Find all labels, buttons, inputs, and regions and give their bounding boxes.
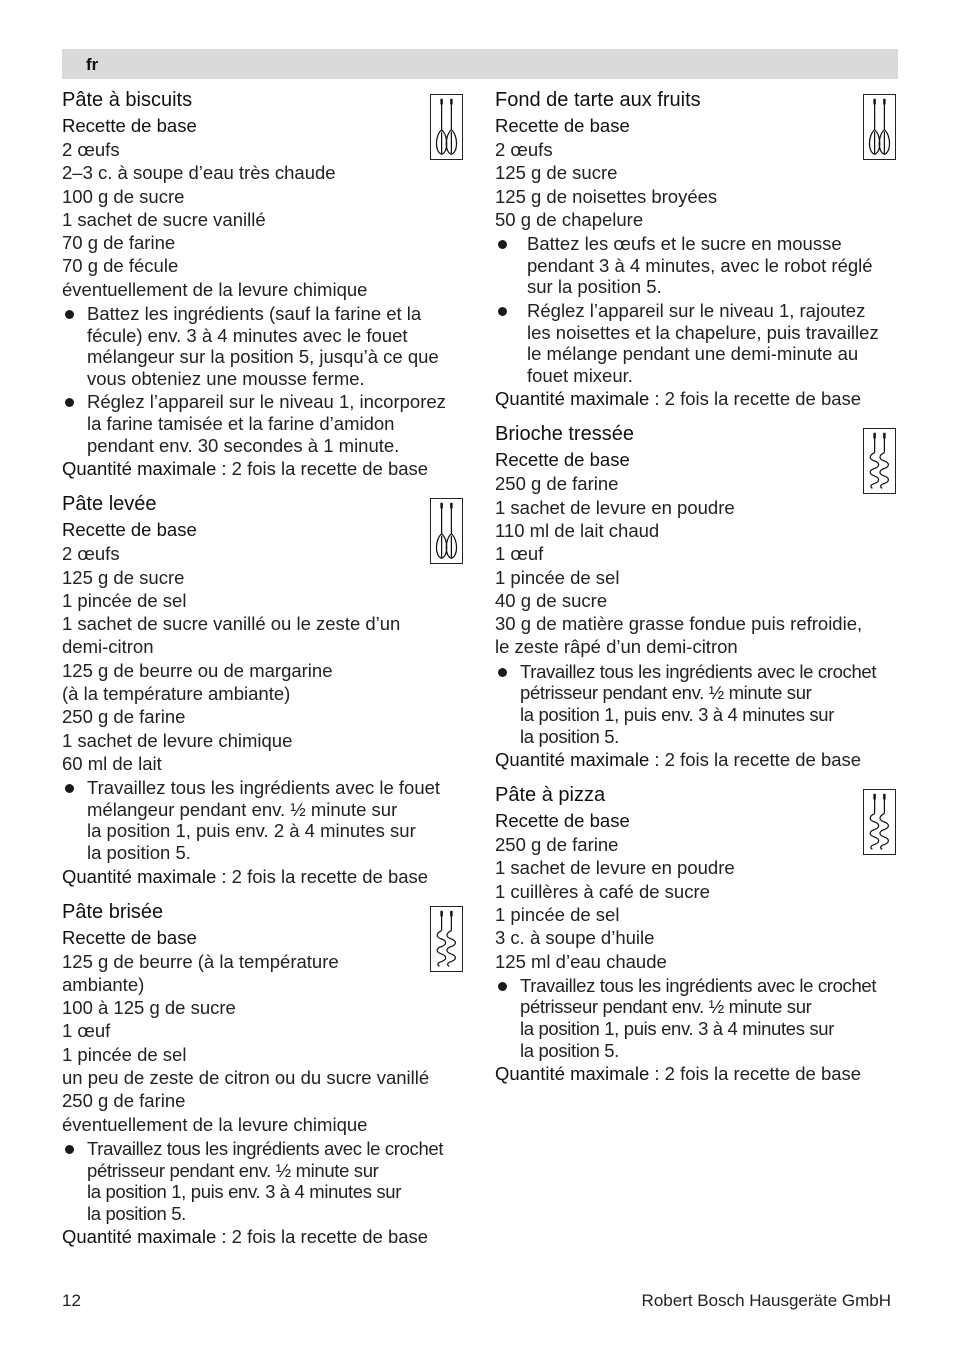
base-recipe-label: Recette de base bbox=[62, 519, 197, 541]
ingredient-item: 1 sachet de sucre vanillé bbox=[62, 208, 266, 230]
instruction-list bbox=[495, 233, 900, 386]
dough-hook-icon bbox=[863, 428, 896, 494]
base-recipe-label: Recette de base bbox=[495, 449, 630, 471]
instruction-step: Battez les œufs et le sucre en mousse pendant 3 à 4 minutes, avec le robot réglé sur la position 5. bbox=[495, 233, 900, 298]
instruction-list bbox=[495, 975, 900, 1061]
ingredient-item: 1 sachet de levure en poudre bbox=[495, 857, 735, 879]
ingredient-item: 2 œufs bbox=[62, 139, 120, 160]
max-quantity-value: 2 fois la recette de base bbox=[659, 749, 862, 771]
instruction-list bbox=[62, 1138, 467, 1224]
recipe-section bbox=[495, 86, 900, 410]
ingredient-list bbox=[62, 138, 467, 301]
recipe-title: Pâte levée bbox=[62, 493, 157, 516]
ingredient-item: 2 œufs bbox=[62, 543, 120, 565]
whisk-icon bbox=[430, 498, 463, 564]
left-column bbox=[62, 84, 467, 1248]
max-quantity bbox=[495, 387, 900, 410]
ingredient-item: 1 pincée de sel bbox=[495, 903, 620, 925]
instruction-list bbox=[495, 661, 900, 747]
ingredient-item: 60 ml de lait bbox=[62, 752, 162, 774]
instruction-step: Réglez l’appareil sur le niveau 1, rajoutez les noisettes et la chapelure, puis travaillez le mélange pendant une demi-minute au fouet mixeur. bbox=[495, 300, 900, 386]
max-quantity-value: 2 fois la recette de base bbox=[659, 1063, 862, 1085]
max-quantity-value: 2 fois la recette de base bbox=[226, 1226, 429, 1248]
ingredient-item: 100 g de sucre bbox=[62, 185, 185, 207]
ingredient-item: 1 cuillères à café de sucre bbox=[495, 880, 710, 902]
max-quantity-value: 2 fois la recette de base bbox=[659, 388, 862, 410]
ingredient-item: 50 g de chapelure bbox=[495, 208, 644, 230]
language-code: fr bbox=[86, 55, 99, 74]
max-quantity-label: Quantité maximale : bbox=[495, 388, 660, 410]
max-quantity bbox=[62, 865, 467, 888]
base-recipe-label: Recette de base bbox=[495, 810, 630, 832]
recipe-title: Pâte à biscuits bbox=[62, 89, 193, 111]
ingredient-list bbox=[495, 138, 900, 231]
ingredient-item: 1 pincée de sel bbox=[62, 1043, 187, 1065]
recipe-section bbox=[495, 781, 900, 1085]
max-quantity-value: 2 fois la recette de base bbox=[226, 458, 429, 480]
ingredient-item: 30 g de matière grasse fondue puis refroidie, le zeste râpé d’un demi-citron bbox=[495, 613, 863, 658]
page-number: 12 bbox=[62, 1291, 81, 1310]
recipe-title: Fond de tarte aux fruits bbox=[495, 89, 701, 111]
max-quantity bbox=[62, 457, 467, 480]
max-quantity-label: Quantité maximale : bbox=[62, 458, 227, 480]
whisk-icon bbox=[863, 94, 896, 160]
ingredient-item: 1 œuf bbox=[495, 543, 544, 565]
max-quantity bbox=[495, 748, 900, 771]
recipe-title: Pâte brisée bbox=[62, 900, 164, 923]
ingredient-item: 70 g de fécule bbox=[62, 255, 179, 277]
ingredient-item: 3 c. à soupe d’huile bbox=[495, 927, 655, 949]
ingredient-item: 250 g de farine bbox=[495, 473, 619, 495]
ingredient-item: éventuellement de la levure chimique bbox=[62, 1113, 368, 1135]
max-quantity-label: Quantité maximale : bbox=[495, 1063, 660, 1085]
language-bar bbox=[62, 49, 898, 79]
instruction-step: Travaillez tous les ingrédients avec le fouet mélangeur pendant env. ½ minute sur la position 1, puis env. 2 à 4 minutes sur la position 5. bbox=[62, 777, 467, 863]
footer-company: Robert Bosch Hausgeräte GmbH bbox=[641, 1291, 891, 1310]
recipe-section bbox=[62, 898, 467, 1249]
max-quantity-label: Quantité maximale : bbox=[495, 749, 660, 771]
ingredient-item: 250 g de farine bbox=[62, 706, 186, 728]
instruction-step: Battez les ingrédients (sauf la farine et la fécule) env. 3 à 4 minutes avec le fouet mélangeur sur la position 5, jusqu’à ce que vous obteniez une mousse ferme. bbox=[62, 303, 467, 389]
ingredient-item: 100 à 125 g de sucre bbox=[62, 997, 236, 1019]
instruction-step: Réglez l’appareil sur le niveau 1, incorporez la farine tamisée et la farine d’amidon pendant env. 30 secondes à 1 minute. bbox=[62, 391, 467, 456]
ingredient-item: 2–3 c. à soupe d’eau très chaude bbox=[62, 162, 336, 184]
ingredient-item: 125 g de beurre (à la température ambiante) bbox=[62, 950, 339, 995]
instruction-step: Travaillez tous les ingrédients avec le crochet pétrisseur pendant env. ½ minute sur la position 1, puis env. 3 à 4 minutes sur la position 5. bbox=[495, 975, 900, 1061]
max-quantity-label: Quantité maximale : bbox=[62, 1226, 227, 1248]
right-column bbox=[495, 84, 900, 1085]
ingredient-list bbox=[495, 472, 900, 658]
instruction-step: Travaillez tous les ingrédients avec le crochet pétrisseur pendant env. ½ minute sur la position 1, puis env. 3 à 4 minutes sur la position 5. bbox=[62, 1138, 467, 1224]
ingredient-item: 125 ml d’eau chaude bbox=[495, 950, 667, 972]
dough-hook-icon bbox=[430, 906, 463, 972]
ingredient-item: 250 g de farine bbox=[62, 1090, 186, 1112]
whisk-icon bbox=[430, 94, 463, 160]
instruction-list bbox=[62, 777, 467, 863]
ingredient-item: 1 pincée de sel bbox=[62, 589, 187, 611]
ingredient-list bbox=[62, 542, 467, 775]
base-recipe-label: Recette de base bbox=[62, 115, 197, 136]
recipe-section bbox=[495, 420, 900, 771]
max-quantity bbox=[62, 1225, 467, 1248]
instruction-list bbox=[62, 303, 467, 456]
ingredient-item: 250 g de farine bbox=[495, 834, 619, 856]
ingredient-item: 125 g de noisettes broyées bbox=[495, 185, 718, 207]
ingredient-item: 40 g de sucre bbox=[495, 589, 608, 611]
ingredient-item: 1 sachet de levure en poudre bbox=[495, 496, 735, 518]
ingredient-item: 110 ml de lait chaud bbox=[495, 519, 660, 541]
base-recipe-label: Recette de base bbox=[62, 926, 197, 948]
ingredient-list bbox=[495, 833, 900, 973]
recipe-title: Pâte à pizza bbox=[495, 784, 606, 807]
max-quantity-label: Quantité maximale : bbox=[62, 865, 227, 887]
max-quantity bbox=[495, 1062, 900, 1085]
base-recipe-label: Recette de base bbox=[495, 115, 630, 136]
ingredient-item: 1 sachet de sucre vanillé ou le zeste d’un demi-citron bbox=[62, 613, 401, 658]
ingredient-item: éventuellement de la levure chimique bbox=[62, 278, 368, 300]
ingredient-item: 2 œufs bbox=[495, 139, 553, 160]
recipe-section bbox=[62, 490, 467, 887]
ingredient-item: 1 œuf bbox=[62, 1020, 111, 1042]
ingredient-item: 125 g de beurre ou de margarine (à la température ambiante) bbox=[62, 659, 333, 705]
dough-hook-icon bbox=[863, 789, 896, 855]
instruction-step: Travaillez tous les ingrédients avec le crochet pétrisseur pendant env. ½ minute sur la position 1, puis env. 3 à 4 minutes sur la position 5. bbox=[495, 661, 900, 747]
ingredient-item: 125 g de sucre bbox=[495, 162, 618, 184]
ingredient-item: 1 sachet de levure chimique bbox=[62, 729, 293, 751]
recipe-title: Brioche tressée bbox=[495, 423, 634, 446]
ingredient-item: 70 g de farine bbox=[62, 232, 176, 254]
ingredient-list bbox=[62, 950, 467, 1136]
ingredient-item: 1 pincée de sel bbox=[495, 566, 620, 588]
ingredient-item: un peu de zeste de citron ou du sucre vanillé bbox=[62, 1067, 430, 1089]
max-quantity-value: 2 fois la recette de base bbox=[226, 865, 429, 887]
ingredient-item: 125 g de sucre bbox=[62, 566, 185, 588]
recipe-section bbox=[62, 86, 467, 480]
